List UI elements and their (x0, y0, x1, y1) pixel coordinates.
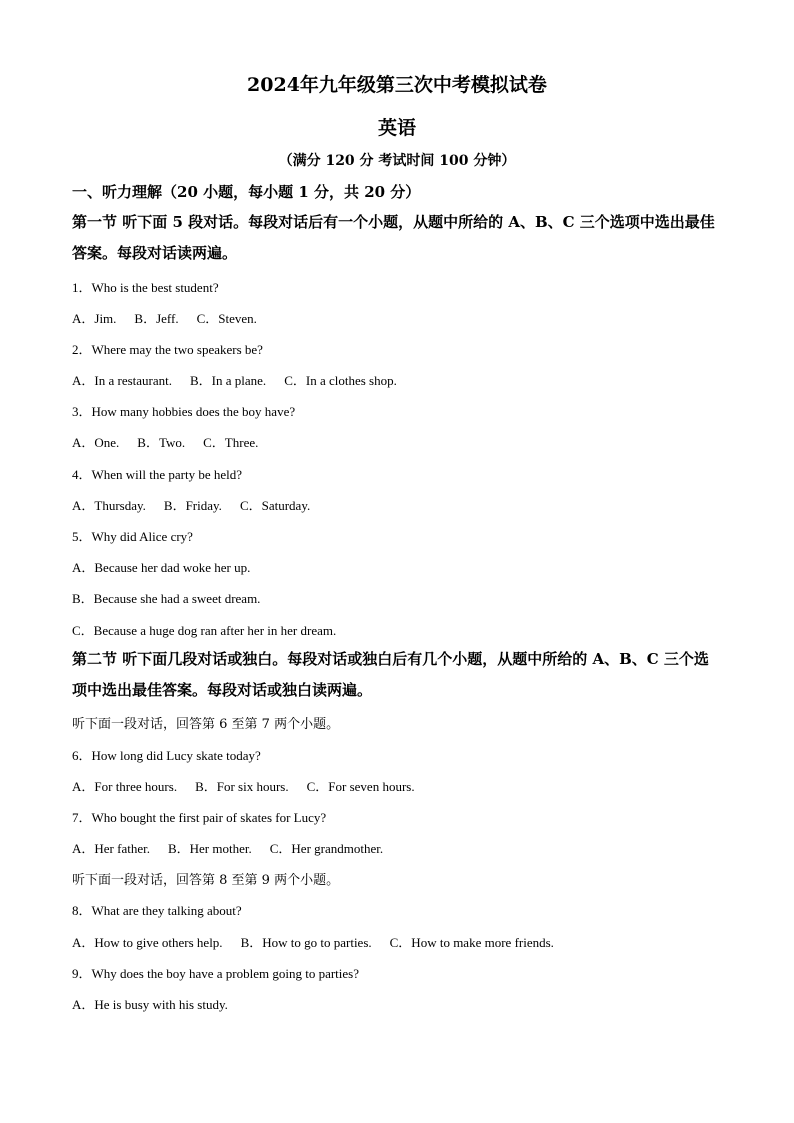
question-6-stem: 6．How long did Lucy skate today? (72, 748, 261, 763)
option-c: C．For seven hours. (306, 779, 415, 794)
question-5-option-a: A．Because her dad woke her up. (72, 560, 251, 575)
option-b: B．In a plane. (190, 373, 267, 388)
section1-instructions: 第一节 听下面 5 段对话。每段对话后有一个小题，从题中所给的 A、B、C 三个选项中选出最佳答案。每段对话读两遍。 (72, 213, 715, 262)
option-c: C．Her grandmother. (269, 841, 384, 856)
exam-title: 2024年九年级第三次中考模拟试卷 (247, 74, 547, 96)
option-c: C．How to make more friends. (389, 935, 554, 950)
score-time-note: （满分 120 分 考试时间 100 分钟） (278, 153, 516, 169)
question-2-options (72, 370, 415, 389)
part1-heading: 一、听力理解（20 小题，每小题 1 分，共 20 分） (72, 183, 421, 201)
option-a: A．One. (72, 435, 120, 450)
question-3-options (72, 432, 276, 451)
question-4-options (72, 495, 328, 514)
question-5-option-c: C．Because a huge dog ran after her in her dream. (72, 623, 337, 638)
question-1-stem: 1．Who is the best student? (72, 280, 219, 295)
subject-title: 英语 (377, 117, 416, 139)
option-b: B．Jeff. (134, 311, 179, 326)
option-c: C．Saturday. (239, 498, 311, 513)
option-a: A．Jim. (72, 311, 117, 326)
question-1-options (72, 308, 275, 327)
option-a: A．For three hours. (72, 779, 178, 794)
question-8-options (72, 932, 572, 951)
question-6-options (72, 776, 433, 795)
option-a: A．Thursday. (72, 498, 146, 513)
instruction-q8-q9: 听下面一段对话，回答第 8 至第 9 两个小题。 (72, 873, 340, 888)
option-b: B．Her mother. (167, 841, 252, 856)
question-3-stem: 3．How many hobbies does the boy have? (72, 404, 296, 419)
question-5-option-b: B．Because she had a sweet dream. (72, 591, 261, 606)
option-b: B．For six hours. (195, 779, 289, 794)
question-9-stem: 9．Why does the boy have a problem going to parties? (72, 966, 360, 981)
instruction-q6-q7: 听下面一段对话，回答第 6 至第 7 两个小题。 (72, 717, 340, 732)
option-b: B．Two. (137, 435, 186, 450)
option-c: C．In a clothes shop. (284, 373, 397, 388)
question-9-option-a: A．He is busy with his study. (72, 997, 228, 1012)
question-7-stem: 7．Who bought the first pair of skates for Lucy? (72, 810, 327, 825)
option-c: C．Steven. (196, 311, 257, 326)
option-c: C．Three. (203, 435, 259, 450)
option-b: B．How to go to parties. (240, 935, 372, 950)
option-a: A．How to give others help. (72, 935, 223, 950)
question-2-stem: 2．Where may the two speakers be? (72, 342, 263, 357)
option-a: A．Her father. (72, 841, 150, 856)
question-7-options (72, 838, 401, 857)
option-b: B．Friday. (163, 498, 222, 513)
question-8-stem: 8．What are they talking about? (72, 903, 242, 918)
section2-instructions: 第二节 听下面几段对话或独白。每段对话或独白后有几个小题，从题中所给的 A、B、C 三个选项中选出最佳答案。每段对话或独白读两遍。 (72, 650, 709, 699)
option-a: A．In a restaurant. (72, 373, 172, 388)
question-4-stem: 4．When will the party be held? (72, 467, 243, 482)
question-5-stem: 5．Why did Alice cry? (72, 529, 193, 544)
